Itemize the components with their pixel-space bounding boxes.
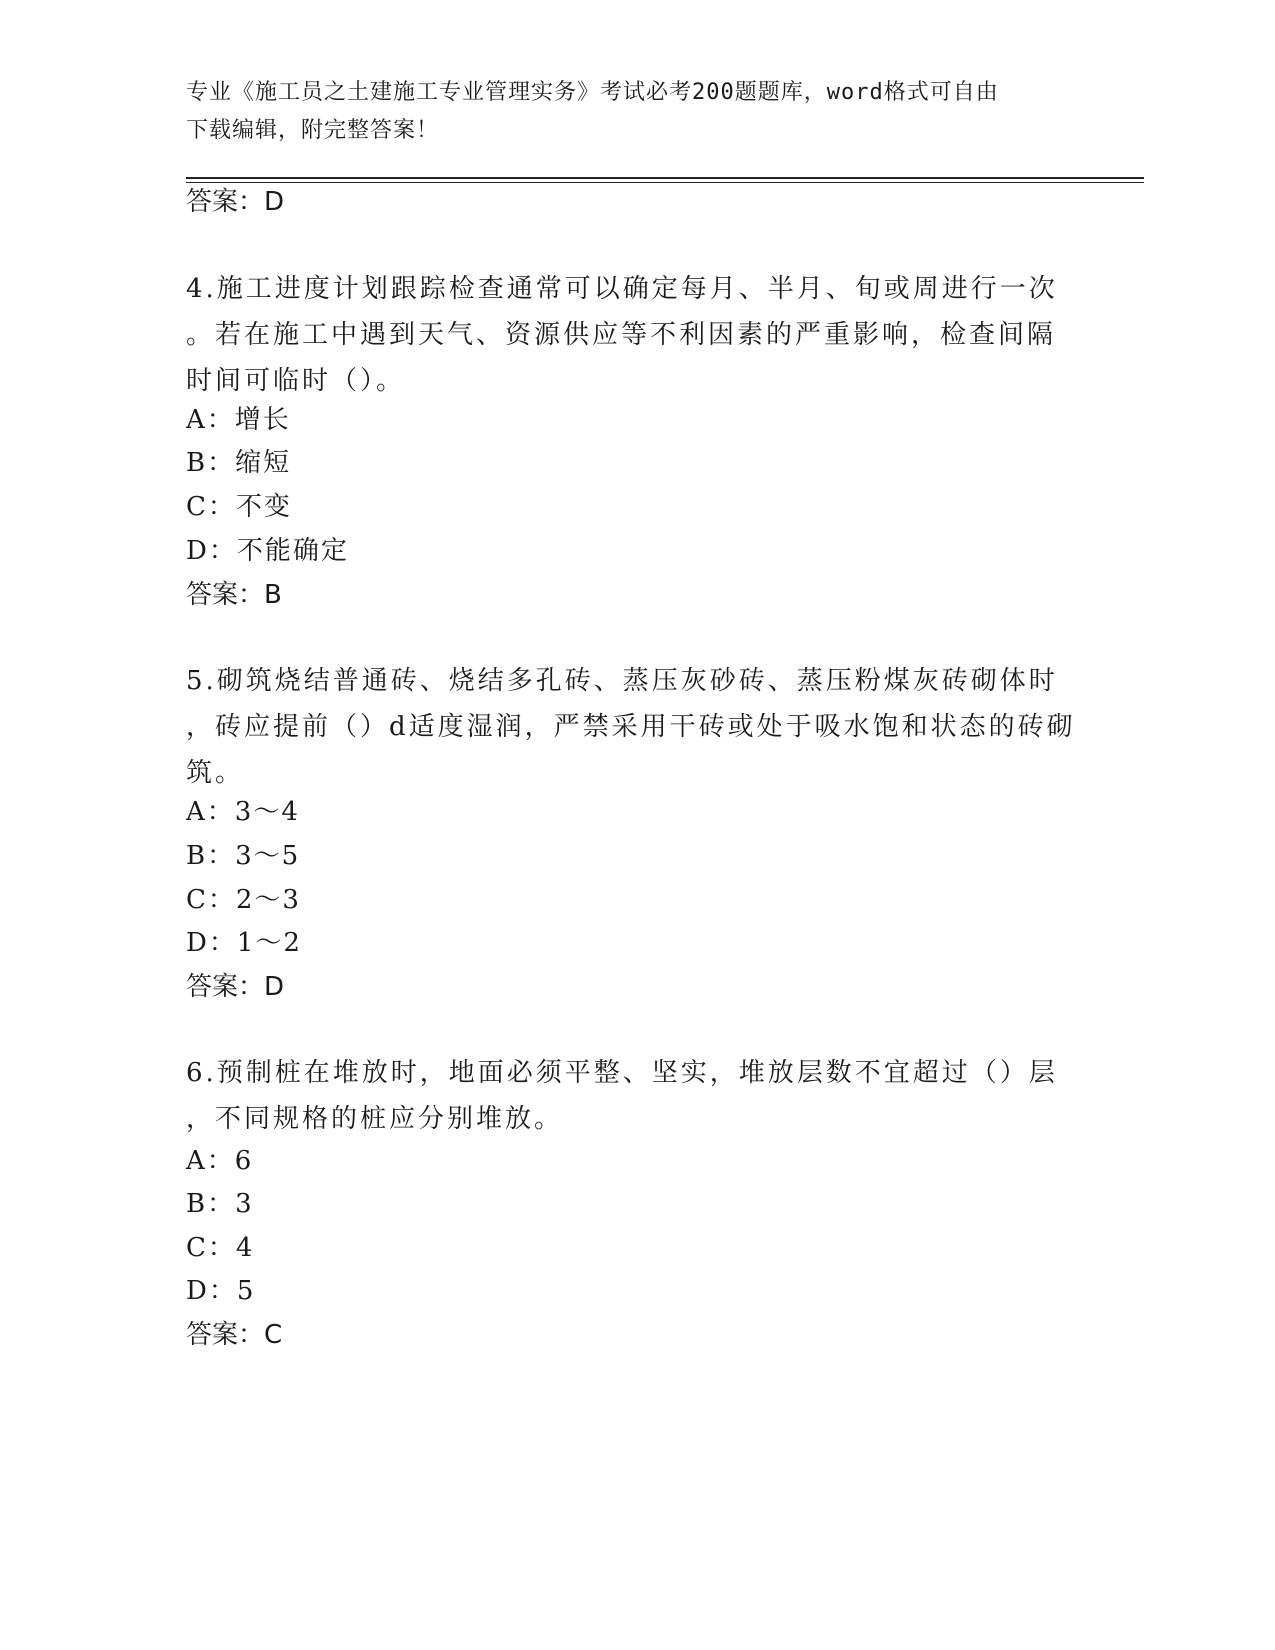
question-5-line-3: 筑。 [186,758,245,788]
question-5-answer: 答案：D [186,972,285,1002]
header-divider-thick [186,177,1144,179]
header-line-2: 下载编辑，附完整答案！ [186,118,440,143]
question-6-answer: 答案：C [186,1320,283,1350]
previous-answer: 答案：D [186,187,285,217]
page-header [186,74,1086,150]
question-6-option-b: B：3 [186,1189,254,1219]
question-5-line-2: ，砖应提前（）d适度湿润，严禁采用干砖或处于吸水饱和状态的砖砌 [186,712,1076,742]
question-4-answer: 答案：B [186,580,282,610]
question-6-line-2: ，不同规格的桩应分别堆放。 [186,1104,564,1134]
question-5-line-1: 5.砌筑烧结普通砖、烧结多孔砖、蒸压灰砂砖、蒸压粉煤灰砖砌体时 [186,666,1058,696]
question-6-text [186,1050,1086,1142]
question-6-option-c: C：4 [186,1233,255,1263]
question-4-line-1: 4.施工进度计划跟踪检查通常可以确定每月、半月、旬或周进行一次 [186,274,1058,304]
question-6-line-1: 6.预制桩在堆放时，地面必须平整、坚实，堆放层数不宜超过（）层 [186,1058,1058,1088]
question-4-option-d: D：不能确定 [186,536,349,566]
question-5-option-c: C：2～3 [186,885,301,915]
question-4-option-a: A：增长 [186,405,291,435]
header-divider-thin [186,182,1144,183]
header-line-1: 专业《施工员之土建施工专业管理实务》考试必考200题题库，word格式可自由 [186,80,999,105]
question-5-option-a: A：3～4 [186,797,300,827]
question-5-option-b: B：3～5 [186,841,301,871]
question-5-option-d: D：1～2 [186,928,302,958]
question-4-option-c: C：不变 [186,492,292,522]
question-4-line-2: 。若在施工中遇到天气、资源供应等不利因素的严重影响，检查间隔 [186,320,1057,350]
question-5-text [186,658,1086,796]
question-4-line-3: 时间可临时（）。 [186,366,406,396]
question-6-option-a: A：6 [186,1146,254,1176]
question-4-text [186,266,1086,404]
question-6-option-d: D：5 [186,1276,256,1306]
question-4-option-b: B：缩短 [186,448,292,478]
